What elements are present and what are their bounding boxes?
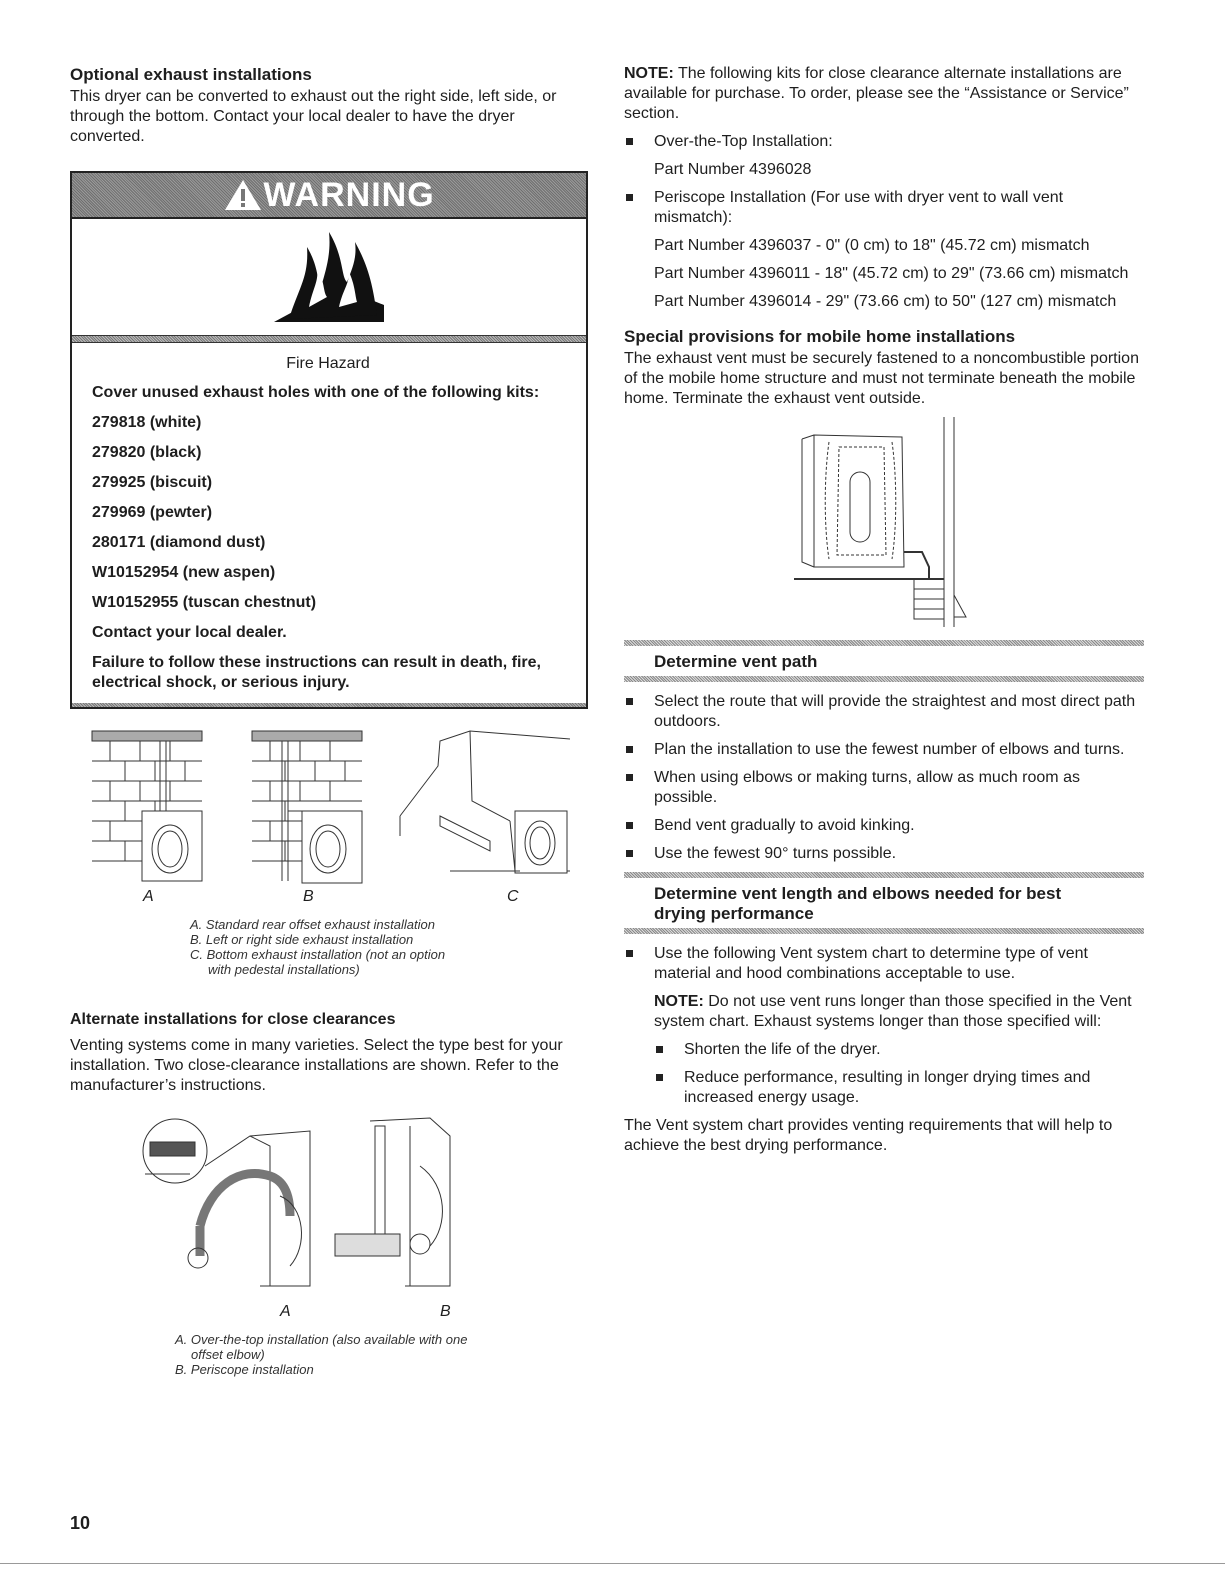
fig2-captions [175, 1332, 467, 1377]
kit-item: 279820 (black) [92, 444, 202, 461]
warning-contact: Contact your local dealer. [92, 624, 287, 641]
mobile-title: Special provisions for mobile home installations [624, 327, 1016, 346]
warning-bottom-bar [72, 703, 586, 707]
section-band [624, 928, 1144, 934]
warning-triangle-icon [223, 178, 263, 212]
fig1-captions [190, 917, 445, 977]
kit-item: 280171 (diamond dust) [92, 534, 266, 551]
warning-header [72, 173, 586, 219]
left-column [70, 64, 590, 1386]
kit-list-item [624, 188, 1144, 228]
kit-item: W10152954 (new aspen) [92, 564, 276, 581]
vent-path-item: Select the route that will provide the straightest and most direct path outdoors. [624, 692, 1144, 732]
vent-path-item: Plan the installation to use the fewest number of elbows and turns. [624, 740, 1144, 760]
vent-length-title: Determine vent length and elbows needed for best drying performance [654, 884, 1062, 923]
will-item: Reduce performance, resulting in longer drying times and increased energy usage. [654, 1068, 1144, 1108]
part-number: Part Number 4396011 - 18" (45.72 cm) to 29" (73.66 cm) mismatch [654, 265, 1129, 282]
fig1-caption: C. Bottom exhaust installation (not an option [190, 947, 446, 962]
kit-list [624, 188, 1144, 228]
right-column [624, 64, 1144, 1164]
warning-body [72, 343, 586, 703]
optional-title: Optional exhaust installations [70, 65, 312, 84]
note2-label: NOTE: [654, 993, 704, 1010]
note2-paragraph [624, 992, 1144, 1032]
note2-text: Do not use vent runs longer than those specified in the Vent system chart. Exhaust systems longer than those specified will: [654, 993, 1132, 1030]
page-number: 10 [70, 1513, 91, 1533]
vent-path-item: Bend vent gradually to avoid kinking. [624, 816, 1144, 836]
fig1-caption: B. Left or right side exhaust installation [190, 932, 414, 947]
kit-item: 279925 (biscuit) [92, 474, 213, 491]
fire-hazard-area [72, 219, 586, 335]
vent-length-item: Use the following Vent system chart to determine type of vent material and hood combinations acceptable to use. [624, 944, 1144, 984]
vent-path-list [624, 692, 1144, 864]
part-number: Part Number 4396028 [654, 161, 812, 178]
kit-list [624, 132, 1144, 152]
alternate-text: Venting systems come in many varieties. Select the type best for your installation. Two close-clearance installations are shown. Refer to the manufacturer’s instructions. [70, 1037, 563, 1094]
fig1-label-c: C [507, 888, 519, 905]
kit-list-item [624, 132, 1144, 152]
part-number: Part Number 4396014 - 29" (73.66 cm) to 50" (127 cm) mismatch [654, 293, 1117, 310]
kit-item: W10152955 (tuscan chestnut) [92, 594, 317, 611]
exhaust-installations-figure [70, 721, 590, 1021]
vent-path-item: Use the fewest 90° turns possible. [624, 844, 1144, 864]
footer-line [0, 1563, 1225, 1564]
warning-intro: Cover unused exhaust holes with one of the following kits: [92, 384, 540, 401]
warning-box [70, 171, 588, 709]
close-clearance-figure [70, 1106, 590, 1386]
fig1-caption: with pedestal installations) [208, 962, 360, 977]
note-text: The following kits for close clearance alternate installations are available for purchase. To order, please see the “Assistance or Service” section. [624, 65, 1129, 122]
note-label: NOTE: [624, 65, 674, 82]
kit-label: Periscope Installation (For use with dryer vent to wall vent mismatch): [654, 189, 1064, 226]
kit-label: Over-the-Top Installation: [654, 133, 833, 150]
fig2-label-a: A [280, 1303, 291, 1320]
will-item: Shorten the life of the dryer. [654, 1040, 1144, 1060]
fig1-caption: A. Standard rear offset exhaust installation [190, 917, 435, 932]
close-clearance-illustration [130, 1106, 550, 1296]
kit-item: 279969 (pewter) [92, 504, 213, 521]
vent-length-list [624, 944, 1144, 984]
fig1-label-a: A [143, 888, 154, 905]
fire-icon [269, 227, 389, 327]
vent-path-item: When using elbows or making turns, allow as much room as possible. [624, 768, 1144, 808]
warning-title: WARNING [263, 175, 435, 214]
fig1-label-b: B [303, 888, 314, 905]
fig2-caption: A. Over-the-top installation (also available with one [175, 1332, 468, 1347]
kit-item: 279818 (white) [92, 414, 202, 431]
will-list [624, 1040, 1144, 1108]
closing-text: The Vent system chart provides venting requirements that will help to achieve the best drying performance. [624, 1117, 1113, 1154]
fig2-label-b: B [440, 1303, 451, 1320]
mobile-home-illustration [624, 417, 1144, 627]
fig2-caption: offset elbow) [191, 1347, 265, 1362]
warning-divider [72, 335, 586, 343]
warning-failure: Failure to follow these instructions can result in death, fire, electrical shock, or serious injury. [92, 654, 541, 691]
fig2-caption: B. Periscope installation [175, 1362, 314, 1377]
alternate-title: Alternate installations for close clearances [70, 1011, 396, 1028]
optional-text: This dryer can be converted to exhaust out the right side, left side, or through the bottom. Contact your local dealer to have the dryer converted. [70, 88, 557, 145]
hazard-name: Fire Hazard [286, 355, 370, 372]
vent-path-title: Determine vent path [654, 652, 818, 671]
mobile-home-figure [624, 417, 1144, 632]
mobile-text: The exhaust vent must be securely fastened to a noncombustible portion of the mobile home structure and must not terminate beneath the mobile home. Terminate the exhaust vent outside. [624, 350, 1139, 407]
part-number: Part Number 4396037 - 0" (0 cm) to 18" (45.72 cm) mismatch [654, 237, 1090, 254]
note-paragraph [624, 64, 1144, 124]
section-band [624, 676, 1144, 682]
